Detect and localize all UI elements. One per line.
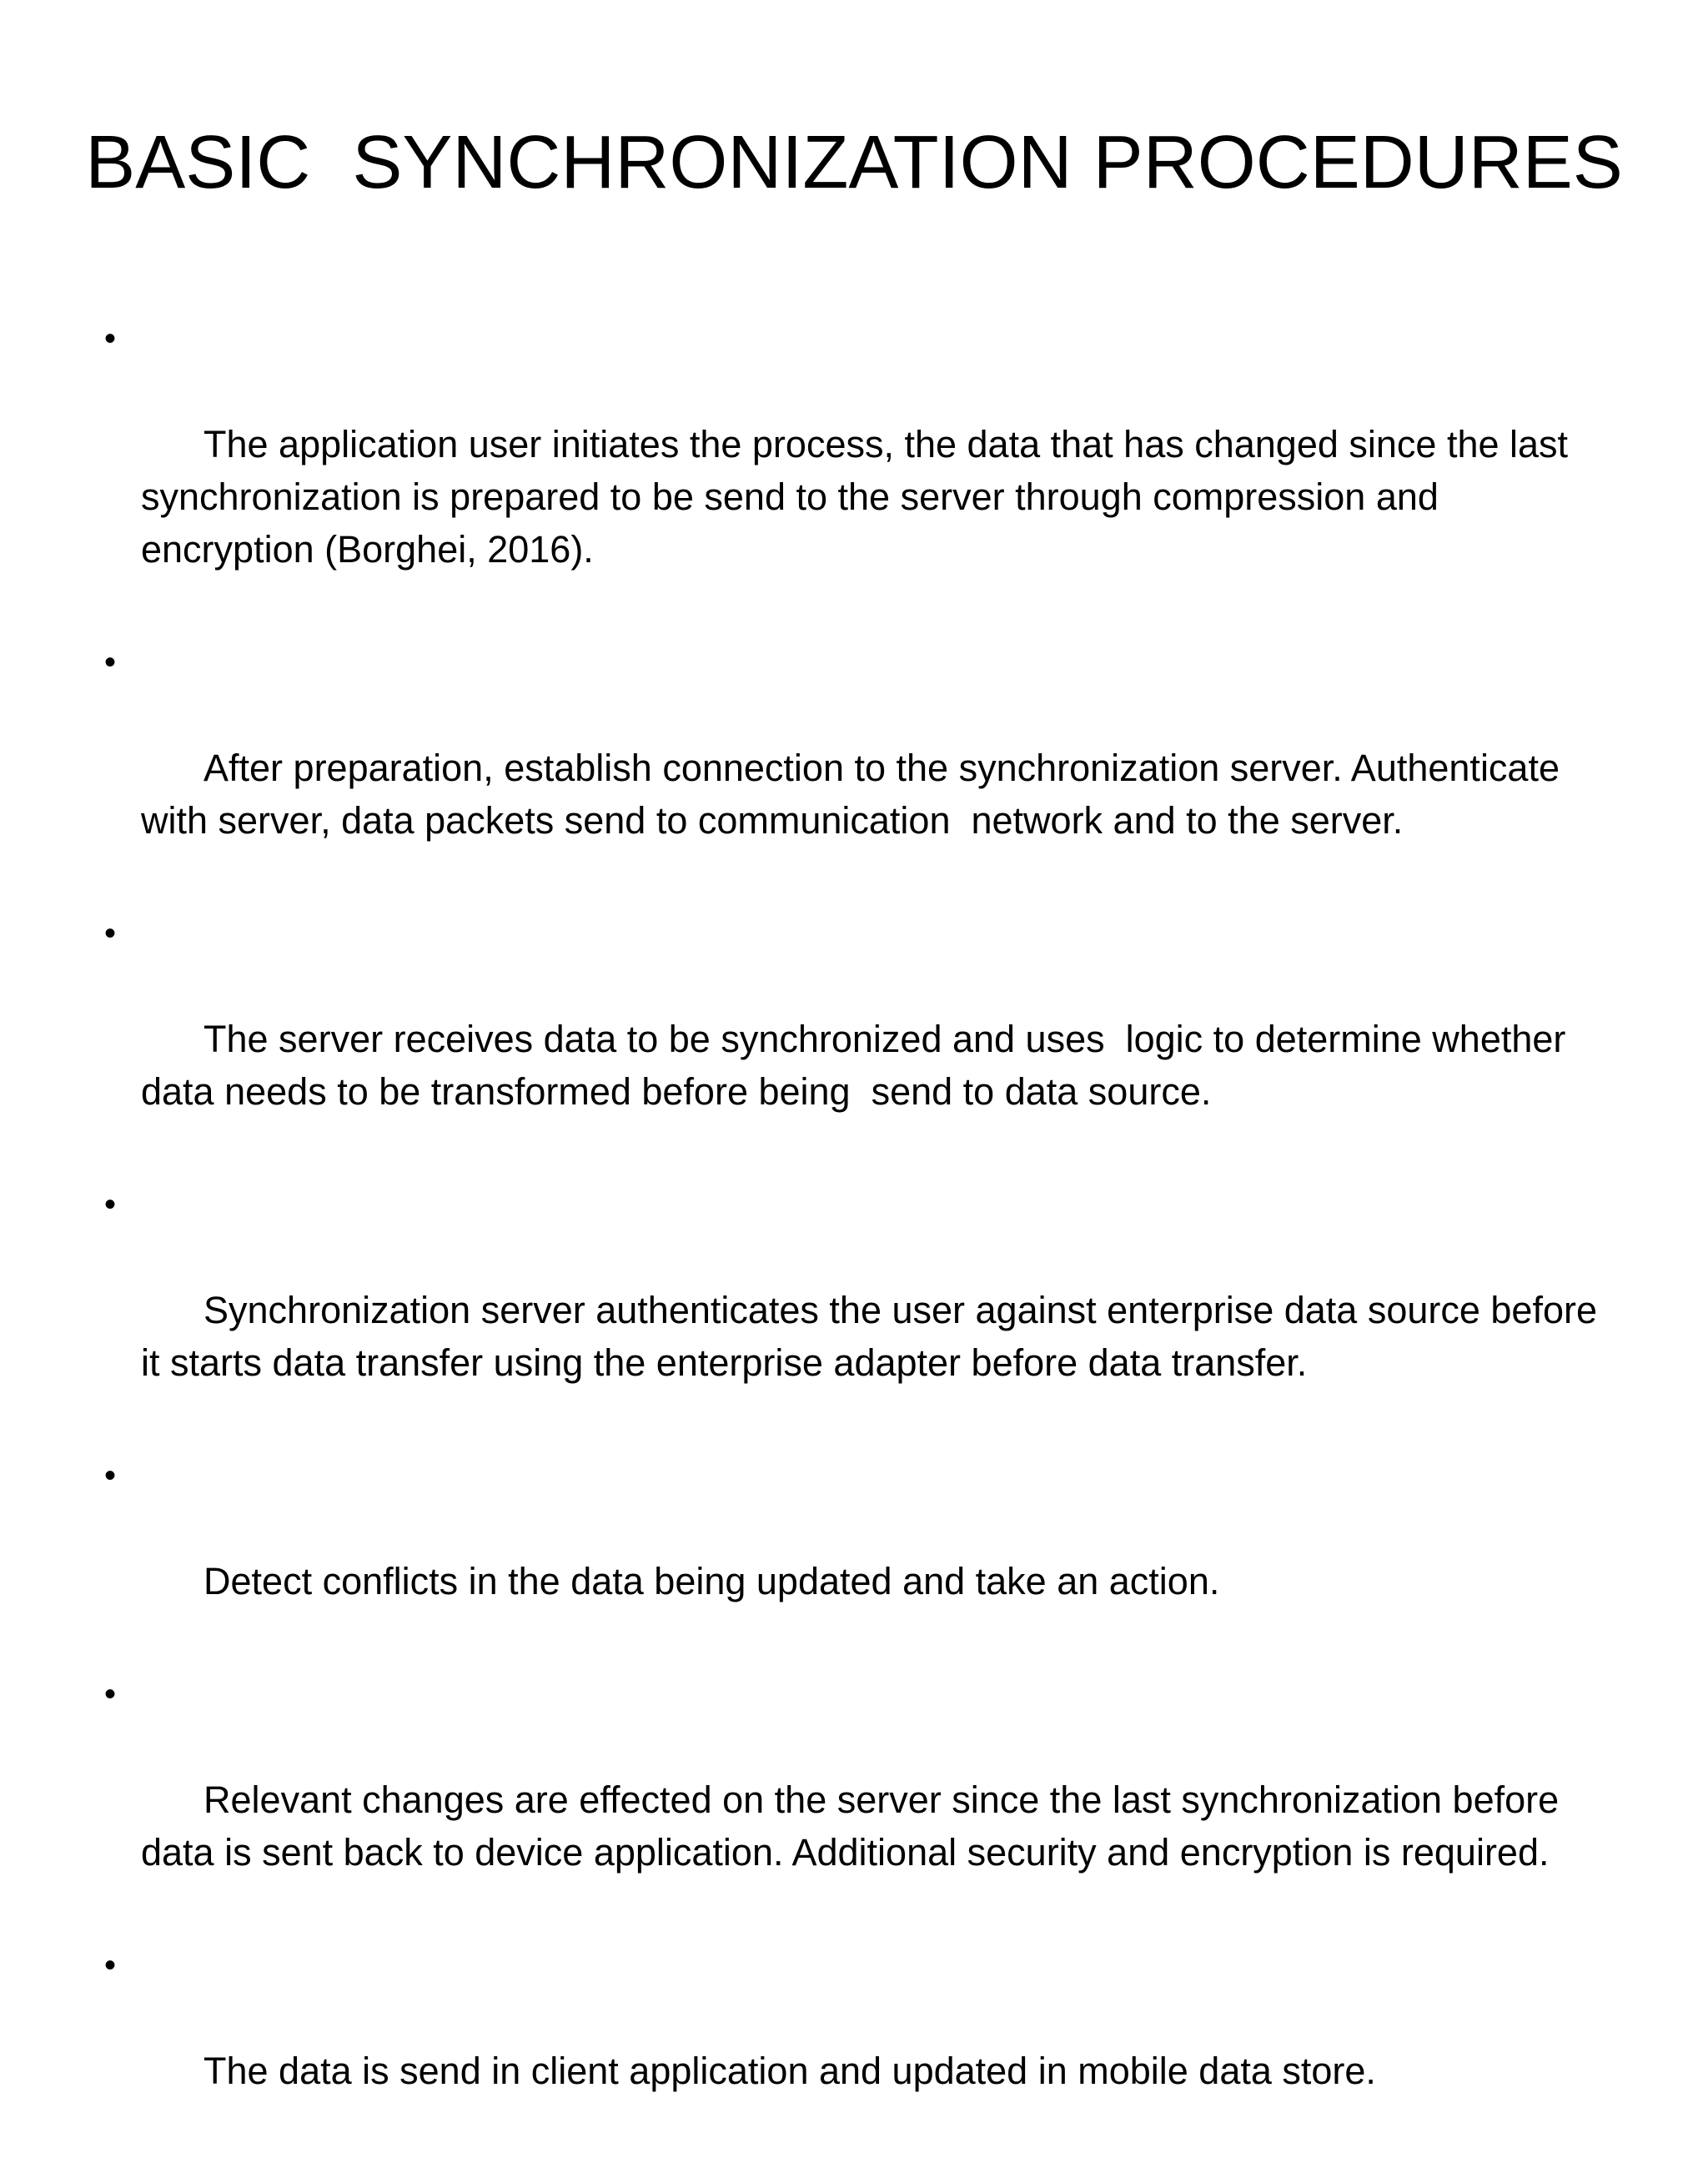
list-item xyxy=(104,1450,1622,1660)
bullet-list xyxy=(104,313,1622,2158)
bullet-icon: • xyxy=(104,1186,117,1223)
bullet-icon: • xyxy=(104,1457,117,1494)
bullet-text: Relevant changes are effected on the server since the last synchronization before data is sent back to device application. Additional security and encryption is required. xyxy=(141,1778,1570,1874)
bullet-text: The application user initiates the process, the data that has changed since the last synchronization is prepared to be send to the server through compression and encryption (Borghei, 2016). xyxy=(141,423,1579,571)
list-item xyxy=(104,313,1622,628)
bullet-icon: • xyxy=(104,1676,117,1713)
bullet-icon: • xyxy=(104,320,117,357)
list-item xyxy=(104,908,1622,1170)
bullet-icon: • xyxy=(104,644,117,681)
list-item xyxy=(104,1668,1622,1931)
bullet-text: The server receives data to be synchronized and uses logic to determine whether data needs to be transformed before being send to data source. xyxy=(141,1018,1576,1113)
list-item xyxy=(104,1939,1622,2150)
slide-title: BASIC SYNCHRONIZATION PROCEDURES xyxy=(85,121,1623,204)
bullet-text: Detect conflicts in the data being updated and take an action. xyxy=(203,1560,1220,1602)
list-item xyxy=(104,636,1622,899)
bullet-text: The data is send in client application and updated in mobile data store. xyxy=(203,2050,1376,2092)
bullet-icon: • xyxy=(104,1947,117,1984)
bullet-text: After preparation, establish connection to the synchronization server. Authenticate with server, data packets send to communication network and to the server. xyxy=(141,747,1570,842)
list-item xyxy=(104,1179,1622,1441)
bullet-icon: • xyxy=(104,915,117,952)
bullet-text: Synchronization server authenticates the user against enterprise data source before it starts data transfer using the enterprise adapter before data transfer. xyxy=(141,1289,1608,1384)
